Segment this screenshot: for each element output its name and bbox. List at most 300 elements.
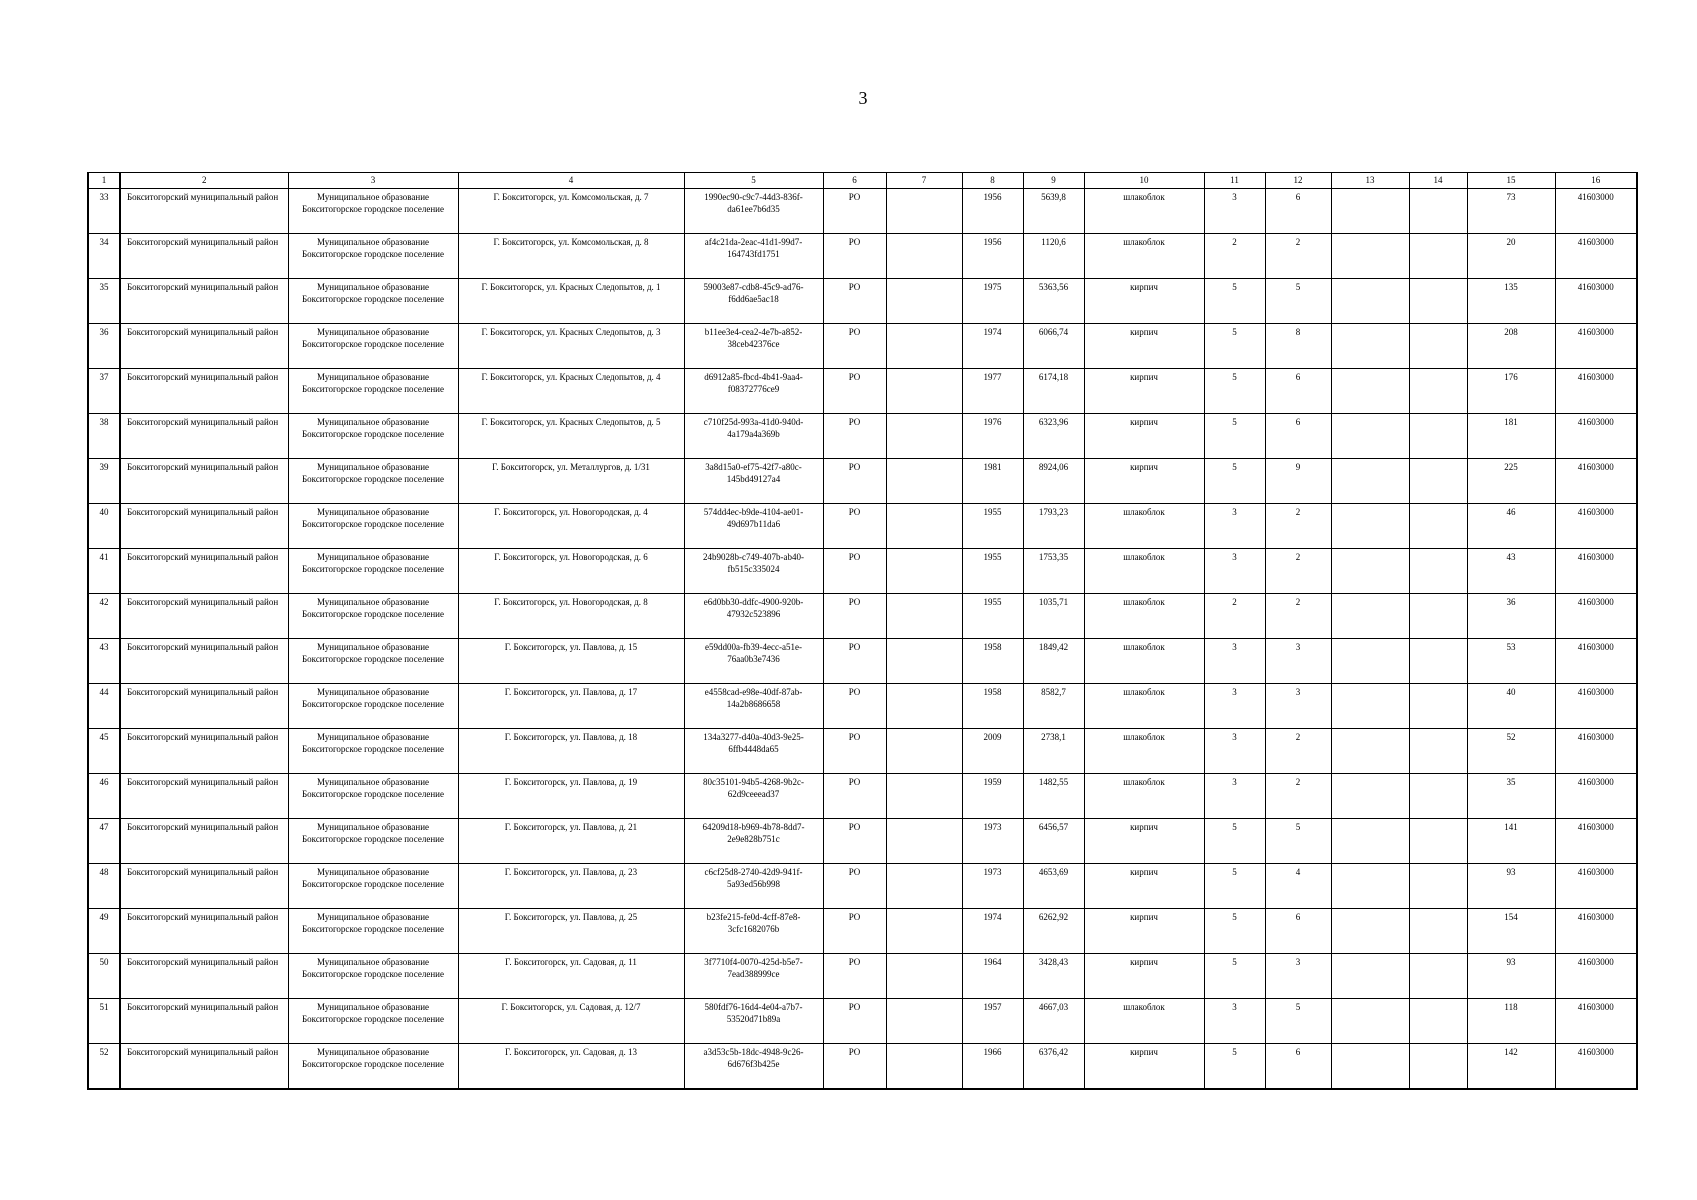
column-header-15: 15 <box>1467 173 1555 189</box>
table-cell-col-14 <box>1409 414 1467 459</box>
table-cell-col-15: 93 <box>1467 864 1555 909</box>
table-cell-col-11: 5 <box>1204 279 1265 324</box>
table-cell-col-16: 41603000 <box>1555 864 1637 909</box>
column-header-11: 11 <box>1204 173 1265 189</box>
table-row <box>88 729 1637 774</box>
table-cell-col-13 <box>1331 639 1409 684</box>
table-cell-col-15: 141 <box>1467 819 1555 864</box>
table-cell-col-3: Муниципальное образование Бокситогорское городское поселение <box>288 189 458 234</box>
table-cell-col-9: 1120,6 <box>1023 234 1084 279</box>
table-cell-col-4: Г. Бокситогорск, ул. Садовая, д. 13 <box>458 1044 684 1090</box>
table-cell-col-1: 50 <box>88 954 120 999</box>
table-cell-col-16: 41603000 <box>1555 549 1637 594</box>
table-cell-col-5: 3a8d15a0-ef75-42f7-a80c-145bd49127a4 <box>684 459 823 504</box>
table-cell-col-14 <box>1409 684 1467 729</box>
table-cell-col-9: 1849,42 <box>1023 639 1084 684</box>
table-cell-col-14 <box>1409 324 1467 369</box>
table-cell-col-13 <box>1331 864 1409 909</box>
table-cell-col-13 <box>1331 954 1409 999</box>
table-cell-col-10: шлакоблок <box>1084 684 1204 729</box>
table-cell-col-12: 5 <box>1265 819 1331 864</box>
table-cell-col-1: 35 <box>88 279 120 324</box>
table-row <box>88 189 1637 234</box>
table-cell-col-2: Бокситогорский муниципальный район <box>120 324 288 369</box>
column-header-9: 9 <box>1023 173 1084 189</box>
column-header-10: 10 <box>1084 173 1204 189</box>
column-header-7: 7 <box>886 173 962 189</box>
table-cell-col-5: 1990ec90-c9c7-44d3-836f-da61ee7b6d35 <box>684 189 823 234</box>
table-cell-col-9: 4653,69 <box>1023 864 1084 909</box>
table-row <box>88 324 1637 369</box>
table-cell-col-13 <box>1331 459 1409 504</box>
table-cell-col-16: 41603000 <box>1555 684 1637 729</box>
table-cell-col-5: af4c21da-2eac-41d1-99d7-164743fd1751 <box>684 234 823 279</box>
table-cell-col-16: 41603000 <box>1555 414 1637 459</box>
table-cell-col-15: 52 <box>1467 729 1555 774</box>
header-row <box>88 173 1637 189</box>
table-cell-col-6: PO <box>823 1044 886 1090</box>
table-cell-col-11: 5 <box>1204 414 1265 459</box>
table-cell-col-10: кирпич <box>1084 909 1204 954</box>
table-cell-col-14 <box>1409 954 1467 999</box>
table-cell-col-12: 2 <box>1265 549 1331 594</box>
table-cell-col-2: Бокситогорский муниципальный район <box>120 819 288 864</box>
table-cell-col-4: Г. Бокситогорск, ул. Садовая, д. 12/7 <box>458 999 684 1044</box>
table-row <box>88 639 1637 684</box>
table-row <box>88 594 1637 639</box>
table-cell-col-1: 40 <box>88 504 120 549</box>
table-cell-col-16: 41603000 <box>1555 774 1637 819</box>
table-cell-col-6: PO <box>823 504 886 549</box>
table-cell-col-1: 49 <box>88 909 120 954</box>
table-cell-col-13 <box>1331 999 1409 1044</box>
table-cell-col-13 <box>1331 549 1409 594</box>
table-cell-col-1: 37 <box>88 369 120 414</box>
table-cell-col-12: 4 <box>1265 864 1331 909</box>
table-cell-col-5: b23fe215-fe0d-4cff-87e8-3cfc1682076b <box>684 909 823 954</box>
table-cell-col-11: 3 <box>1204 729 1265 774</box>
table-cell-col-8: 1974 <box>962 324 1023 369</box>
table-cell-col-15: 181 <box>1467 414 1555 459</box>
table-row <box>88 774 1637 819</box>
table-cell-col-2: Бокситогорский муниципальный район <box>120 774 288 819</box>
table-cell-col-2: Бокситогорский муниципальный район <box>120 504 288 549</box>
table-cell-col-8: 1955 <box>962 504 1023 549</box>
table-cell-col-7 <box>886 504 962 549</box>
table-cell-col-9: 6174,18 <box>1023 369 1084 414</box>
column-header-16: 16 <box>1555 173 1637 189</box>
table-cell-col-12: 5 <box>1265 999 1331 1044</box>
table-cell-col-7 <box>886 729 962 774</box>
table-cell-col-7 <box>886 864 962 909</box>
table-cell-col-16: 41603000 <box>1555 234 1637 279</box>
table-cell-col-15: 43 <box>1467 549 1555 594</box>
table-cell-col-9: 8582,7 <box>1023 684 1084 729</box>
table-row <box>88 414 1637 459</box>
table-cell-col-15: 208 <box>1467 324 1555 369</box>
table-cell-col-14 <box>1409 819 1467 864</box>
table-cell-col-5: d6912a85-fbcd-4b41-9aa4-f08372776ce9 <box>684 369 823 414</box>
table-cell-col-16: 41603000 <box>1555 819 1637 864</box>
table-cell-col-3: Муниципальное образование Бокситогорское городское поселение <box>288 549 458 594</box>
table-cell-col-7 <box>886 369 962 414</box>
table-cell-col-16: 41603000 <box>1555 324 1637 369</box>
table-cell-col-11: 3 <box>1204 189 1265 234</box>
table-cell-col-1: 48 <box>88 864 120 909</box>
table-cell-col-6: PO <box>823 594 886 639</box>
table-cell-col-7 <box>886 459 962 504</box>
table-cell-col-16: 41603000 <box>1555 594 1637 639</box>
table-cell-col-13 <box>1331 1044 1409 1090</box>
table-cell-col-3: Муниципальное образование Бокситогорское городское поселение <box>288 909 458 954</box>
table-cell-col-11: 5 <box>1204 324 1265 369</box>
table-cell-col-15: 176 <box>1467 369 1555 414</box>
table-cell-col-1: 33 <box>88 189 120 234</box>
table-cell-col-7 <box>886 1044 962 1090</box>
table-cell-col-7 <box>886 549 962 594</box>
table-cell-col-8: 1957 <box>962 999 1023 1044</box>
table-cell-col-15: 142 <box>1467 1044 1555 1090</box>
column-header-3: 3 <box>288 173 458 189</box>
table-cell-col-3: Муниципальное образование Бокситогорское городское поселение <box>288 234 458 279</box>
table-cell-col-14 <box>1409 549 1467 594</box>
table-cell-col-12: 3 <box>1265 954 1331 999</box>
table-cell-col-12: 6 <box>1265 909 1331 954</box>
table-cell-col-14 <box>1409 774 1467 819</box>
table-cell-col-4: Г. Бокситогорск, ул. Красных Следопытов, д. 4 <box>458 369 684 414</box>
table-row <box>88 819 1637 864</box>
table-cell-col-10: кирпич <box>1084 954 1204 999</box>
table-cell-col-9: 1753,35 <box>1023 549 1084 594</box>
column-header-5: 5 <box>684 173 823 189</box>
table-cell-col-16: 41603000 <box>1555 909 1637 954</box>
table-cell-col-4: Г. Бокситогорск, ул. Красных Следопытов, д. 1 <box>458 279 684 324</box>
table-cell-col-7 <box>886 234 962 279</box>
table-cell-col-6: PO <box>823 909 886 954</box>
table-cell-col-7 <box>886 999 962 1044</box>
table-cell-col-12: 2 <box>1265 504 1331 549</box>
table-cell-col-8: 1973 <box>962 864 1023 909</box>
table-cell-col-5: 59003e87-cdb8-45c9-ad76-f6dd6ae5ac18 <box>684 279 823 324</box>
table-cell-col-15: 118 <box>1467 999 1555 1044</box>
table-cell-col-1: 46 <box>88 774 120 819</box>
table-cell-col-14 <box>1409 729 1467 774</box>
table-cell-col-5: c6cf25d8-2740-42d9-941f-5a93ed56b998 <box>684 864 823 909</box>
table-cell-col-9: 2738,1 <box>1023 729 1084 774</box>
table-cell-col-3: Муниципальное образование Бокситогорское городское поселение <box>288 459 458 504</box>
table-cell-col-14 <box>1409 504 1467 549</box>
table-cell-col-5: c710f25d-993a-41d0-940d-4a179a4a369b <box>684 414 823 459</box>
table-cell-col-15: 135 <box>1467 279 1555 324</box>
table-cell-col-15: 36 <box>1467 594 1555 639</box>
table-cell-col-4: Г. Бокситогорск, ул. Комсомольская, д. 8 <box>458 234 684 279</box>
table-cell-col-10: шлакоблок <box>1084 234 1204 279</box>
table-cell-col-10: кирпич <box>1084 1044 1204 1090</box>
table-cell-col-3: Муниципальное образование Бокситогорское городское поселение <box>288 324 458 369</box>
table-row <box>88 954 1637 999</box>
table-cell-col-4: Г. Бокситогорск, ул. Павлова, д. 23 <box>458 864 684 909</box>
table-cell-col-3: Муниципальное образование Бокситогорское городское поселение <box>288 594 458 639</box>
table-cell-col-5: e59dd00a-fb39-4ecc-a51e-76aa0b3e7436 <box>684 639 823 684</box>
table-cell-col-10: кирпич <box>1084 819 1204 864</box>
table-cell-col-4: Г. Бокситогорск, ул. Павлова, д. 21 <box>458 819 684 864</box>
table-cell-col-6: PO <box>823 549 886 594</box>
table-cell-col-3: Муниципальное образование Бокситогорское городское поселение <box>288 774 458 819</box>
table-cell-col-13 <box>1331 414 1409 459</box>
table-cell-col-3: Муниципальное образование Бокситогорское городское поселение <box>288 954 458 999</box>
table-cell-col-11: 5 <box>1204 1044 1265 1090</box>
table-cell-col-14 <box>1409 459 1467 504</box>
table-cell-col-7 <box>886 774 962 819</box>
table-cell-col-4: Г. Бокситогорск, ул. Новогородская, д. 4 <box>458 504 684 549</box>
table-cell-col-13 <box>1331 819 1409 864</box>
table-cell-col-14 <box>1409 594 1467 639</box>
table-row <box>88 684 1637 729</box>
table-cell-col-14 <box>1409 234 1467 279</box>
table-cell-col-6: PO <box>823 324 886 369</box>
table-cell-col-6: PO <box>823 279 886 324</box>
table-cell-col-10: кирпич <box>1084 324 1204 369</box>
table-cell-col-11: 3 <box>1204 684 1265 729</box>
table-cell-col-10: кирпич <box>1084 369 1204 414</box>
housing-register-table <box>87 172 1638 1090</box>
table-cell-col-16: 41603000 <box>1555 1044 1637 1090</box>
table-cell-col-11: 3 <box>1204 639 1265 684</box>
table-cell-col-1: 44 <box>88 684 120 729</box>
table-cell-col-15: 93 <box>1467 954 1555 999</box>
table-cell-col-12: 2 <box>1265 234 1331 279</box>
table-cell-col-10: шлакоблок <box>1084 549 1204 594</box>
table-cell-col-6: PO <box>823 954 886 999</box>
table-body <box>88 189 1637 1090</box>
table-cell-col-8: 1966 <box>962 1044 1023 1090</box>
table-cell-col-16: 41603000 <box>1555 279 1637 324</box>
table-cell-col-12: 6 <box>1265 369 1331 414</box>
table-cell-col-7 <box>886 954 962 999</box>
table-cell-col-4: Г. Бокситогорск, ул. Новогородская, д. 6 <box>458 549 684 594</box>
table-cell-col-16: 41603000 <box>1555 189 1637 234</box>
table-cell-col-8: 1964 <box>962 954 1023 999</box>
table-cell-col-1: 47 <box>88 819 120 864</box>
table-cell-col-4: Г. Бокситогорск, ул. Павлова, д. 15 <box>458 639 684 684</box>
table-cell-col-3: Муниципальное образование Бокситогорское городское поселение <box>288 639 458 684</box>
table-cell-col-13 <box>1331 324 1409 369</box>
table-cell-col-6: PO <box>823 414 886 459</box>
table-cell-col-1: 41 <box>88 549 120 594</box>
table-cell-col-12: 9 <box>1265 459 1331 504</box>
table-row <box>88 369 1637 414</box>
table-cell-col-4: Г. Бокситогорск, ул. Комсомольская, д. 7 <box>458 189 684 234</box>
table-cell-col-16: 41603000 <box>1555 639 1637 684</box>
table-cell-col-7 <box>886 909 962 954</box>
table-cell-col-12: 2 <box>1265 729 1331 774</box>
table-cell-col-3: Муниципальное образование Бокситогорское городское поселение <box>288 864 458 909</box>
table-cell-col-8: 1959 <box>962 774 1023 819</box>
table-cell-col-11: 2 <box>1204 234 1265 279</box>
table-cell-col-4: Г. Бокситогорск, ул. Павлова, д. 19 <box>458 774 684 819</box>
table-cell-col-6: PO <box>823 684 886 729</box>
table-cell-col-13 <box>1331 729 1409 774</box>
table-cell-col-9: 6376,42 <box>1023 1044 1084 1090</box>
table-row <box>88 549 1637 594</box>
table-cell-col-8: 2009 <box>962 729 1023 774</box>
table-cell-col-1: 34 <box>88 234 120 279</box>
table-cell-col-8: 1956 <box>962 189 1023 234</box>
table-cell-col-5: 574dd4ec-b9de-4104-ae01-49d697b11da6 <box>684 504 823 549</box>
table-cell-col-9: 6066,74 <box>1023 324 1084 369</box>
table-cell-col-6: PO <box>823 729 886 774</box>
table-cell-col-8: 1973 <box>962 819 1023 864</box>
column-header-6: 6 <box>823 173 886 189</box>
table-cell-col-8: 1981 <box>962 459 1023 504</box>
table-row <box>88 864 1637 909</box>
table-cell-col-2: Бокситогорский муниципальный район <box>120 909 288 954</box>
table-row <box>88 459 1637 504</box>
table-cell-col-5: a3d53c5b-18dc-4948-9c26-6d676f3b425e <box>684 1044 823 1090</box>
column-header-4: 4 <box>458 173 684 189</box>
table-cell-col-7 <box>886 639 962 684</box>
table-cell-col-2: Бокситогорский муниципальный район <box>120 594 288 639</box>
table-cell-col-1: 39 <box>88 459 120 504</box>
table-cell-col-6: PO <box>823 234 886 279</box>
table-cell-col-7 <box>886 414 962 459</box>
table-cell-col-1: 51 <box>88 999 120 1044</box>
column-header-1: 1 <box>88 173 120 189</box>
table-cell-col-2: Бокситогорский муниципальный район <box>120 954 288 999</box>
table-cell-col-10: шлакоблок <box>1084 729 1204 774</box>
table-cell-col-12: 2 <box>1265 774 1331 819</box>
table-cell-col-7 <box>886 279 962 324</box>
table-cell-col-13 <box>1331 594 1409 639</box>
table-cell-col-14 <box>1409 864 1467 909</box>
table-cell-col-7 <box>886 594 962 639</box>
table-cell-col-2: Бокситогорский муниципальный район <box>120 414 288 459</box>
column-header-14: 14 <box>1409 173 1467 189</box>
table-cell-col-2: Бокситогорский муниципальный район <box>120 189 288 234</box>
table-cell-col-7 <box>886 684 962 729</box>
table-cell-col-14 <box>1409 1044 1467 1090</box>
table-cell-col-1: 43 <box>88 639 120 684</box>
table-cell-col-3: Муниципальное образование Бокситогорское городское поселение <box>288 999 458 1044</box>
table-cell-col-16: 41603000 <box>1555 459 1637 504</box>
table-cell-col-14 <box>1409 189 1467 234</box>
table-cell-col-3: Муниципальное образование Бокситогорское городское поселение <box>288 684 458 729</box>
table-row <box>88 234 1637 279</box>
table-cell-col-3: Муниципальное образование Бокситогорское городское поселение <box>288 504 458 549</box>
table-cell-col-11: 5 <box>1204 954 1265 999</box>
table-cell-col-9: 6456,57 <box>1023 819 1084 864</box>
table-cell-col-10: шлакоблок <box>1084 594 1204 639</box>
table-cell-col-13 <box>1331 504 1409 549</box>
table-cell-col-1: 52 <box>88 1044 120 1090</box>
table-cell-col-9: 5639,8 <box>1023 189 1084 234</box>
table-cell-col-15: 20 <box>1467 234 1555 279</box>
table-cell-col-5: 134a3277-d40a-40d3-9e25-6ffb4448da65 <box>684 729 823 774</box>
table-cell-col-16: 41603000 <box>1555 954 1637 999</box>
table-cell-col-14 <box>1409 639 1467 684</box>
table-cell-col-5: 80c35101-94b5-4268-9b2c-62d9ceeead37 <box>684 774 823 819</box>
table-cell-col-10: шлакоблок <box>1084 504 1204 549</box>
table-cell-col-12: 6 <box>1265 414 1331 459</box>
table-cell-col-8: 1974 <box>962 909 1023 954</box>
table-cell-col-10: кирпич <box>1084 459 1204 504</box>
table-cell-col-11: 3 <box>1204 774 1265 819</box>
table-cell-col-9: 8924,06 <box>1023 459 1084 504</box>
table-cell-col-15: 46 <box>1467 504 1555 549</box>
table-cell-col-5: 64209d18-b969-4b78-8dd7-2e9e828b751c <box>684 819 823 864</box>
table-cell-col-8: 1958 <box>962 639 1023 684</box>
table-cell-col-8: 1955 <box>962 549 1023 594</box>
table-cell-col-2: Бокситогорский муниципальный район <box>120 684 288 729</box>
table-cell-col-5: e4558cad-e98e-40df-87ab-14a2b8686658 <box>684 684 823 729</box>
table-cell-col-3: Муниципальное образование Бокситогорское городское поселение <box>288 279 458 324</box>
table-cell-col-16: 41603000 <box>1555 729 1637 774</box>
table-cell-col-10: шлакоблок <box>1084 774 1204 819</box>
table-cell-col-9: 1035,71 <box>1023 594 1084 639</box>
table-cell-col-2: Бокситогорский муниципальный район <box>120 639 288 684</box>
table-cell-col-9: 4667,03 <box>1023 999 1084 1044</box>
table-cell-col-11: 5 <box>1204 369 1265 414</box>
table-cell-col-9: 1793,23 <box>1023 504 1084 549</box>
table-cell-col-8: 1975 <box>962 279 1023 324</box>
table-cell-col-10: кирпич <box>1084 414 1204 459</box>
table-cell-col-10: кирпич <box>1084 864 1204 909</box>
table-cell-col-16: 41603000 <box>1555 999 1637 1044</box>
table-cell-col-15: 225 <box>1467 459 1555 504</box>
table-cell-col-4: Г. Бокситогорск, ул. Красных Следопытов, д. 3 <box>458 324 684 369</box>
table-cell-col-6: PO <box>823 999 886 1044</box>
table-cell-col-7 <box>886 324 962 369</box>
table-row <box>88 999 1637 1044</box>
table-cell-col-2: Бокситогорский муниципальный район <box>120 999 288 1044</box>
table-cell-col-4: Г. Бокситогорск, ул. Павлова, д. 17 <box>458 684 684 729</box>
table-cell-col-7 <box>886 189 962 234</box>
table-cell-col-13 <box>1331 774 1409 819</box>
table-row <box>88 1044 1637 1090</box>
table-cell-col-16: 41603000 <box>1555 504 1637 549</box>
table-cell-col-6: PO <box>823 864 886 909</box>
table-cell-col-10: шлакоблок <box>1084 999 1204 1044</box>
table-row <box>88 909 1637 954</box>
table-cell-col-3: Муниципальное образование Бокситогорское городское поселение <box>288 414 458 459</box>
table-cell-col-13 <box>1331 909 1409 954</box>
table-cell-col-9: 6323,96 <box>1023 414 1084 459</box>
table-cell-col-15: 73 <box>1467 189 1555 234</box>
table-cell-col-2: Бокситогорский муниципальный район <box>120 279 288 324</box>
table-cell-col-2: Бокситогорский муниципальный район <box>120 459 288 504</box>
column-header-2: 2 <box>120 173 288 189</box>
table-cell-col-15: 35 <box>1467 774 1555 819</box>
table-cell-col-11: 5 <box>1204 909 1265 954</box>
table-cell-col-14 <box>1409 999 1467 1044</box>
table-cell-col-8: 1977 <box>962 369 1023 414</box>
table-cell-col-15: 40 <box>1467 684 1555 729</box>
table-cell-col-8: 1958 <box>962 684 1023 729</box>
table-cell-col-13 <box>1331 279 1409 324</box>
table-cell-col-13 <box>1331 189 1409 234</box>
table-cell-col-8: 1955 <box>962 594 1023 639</box>
table-cell-col-5: 3f7710f4-0070-425d-b5e7-7ead388999ce <box>684 954 823 999</box>
table-cell-col-9: 5363,56 <box>1023 279 1084 324</box>
table-cell-col-5: b11ee3e4-cea2-4e7b-a852-38ceb42376ce <box>684 324 823 369</box>
table-cell-col-4: Г. Бокситогорск, ул. Новогородская, д. 8 <box>458 594 684 639</box>
table-cell-col-1: 38 <box>88 414 120 459</box>
table-cell-col-7 <box>886 819 962 864</box>
column-header-13: 13 <box>1331 173 1409 189</box>
table-cell-col-4: Г. Бокситогорск, ул. Металлургов, д. 1/31 <box>458 459 684 504</box>
table-cell-col-2: Бокситогорский муниципальный район <box>120 864 288 909</box>
table-cell-col-2: Бокситогорский муниципальный район <box>120 729 288 774</box>
